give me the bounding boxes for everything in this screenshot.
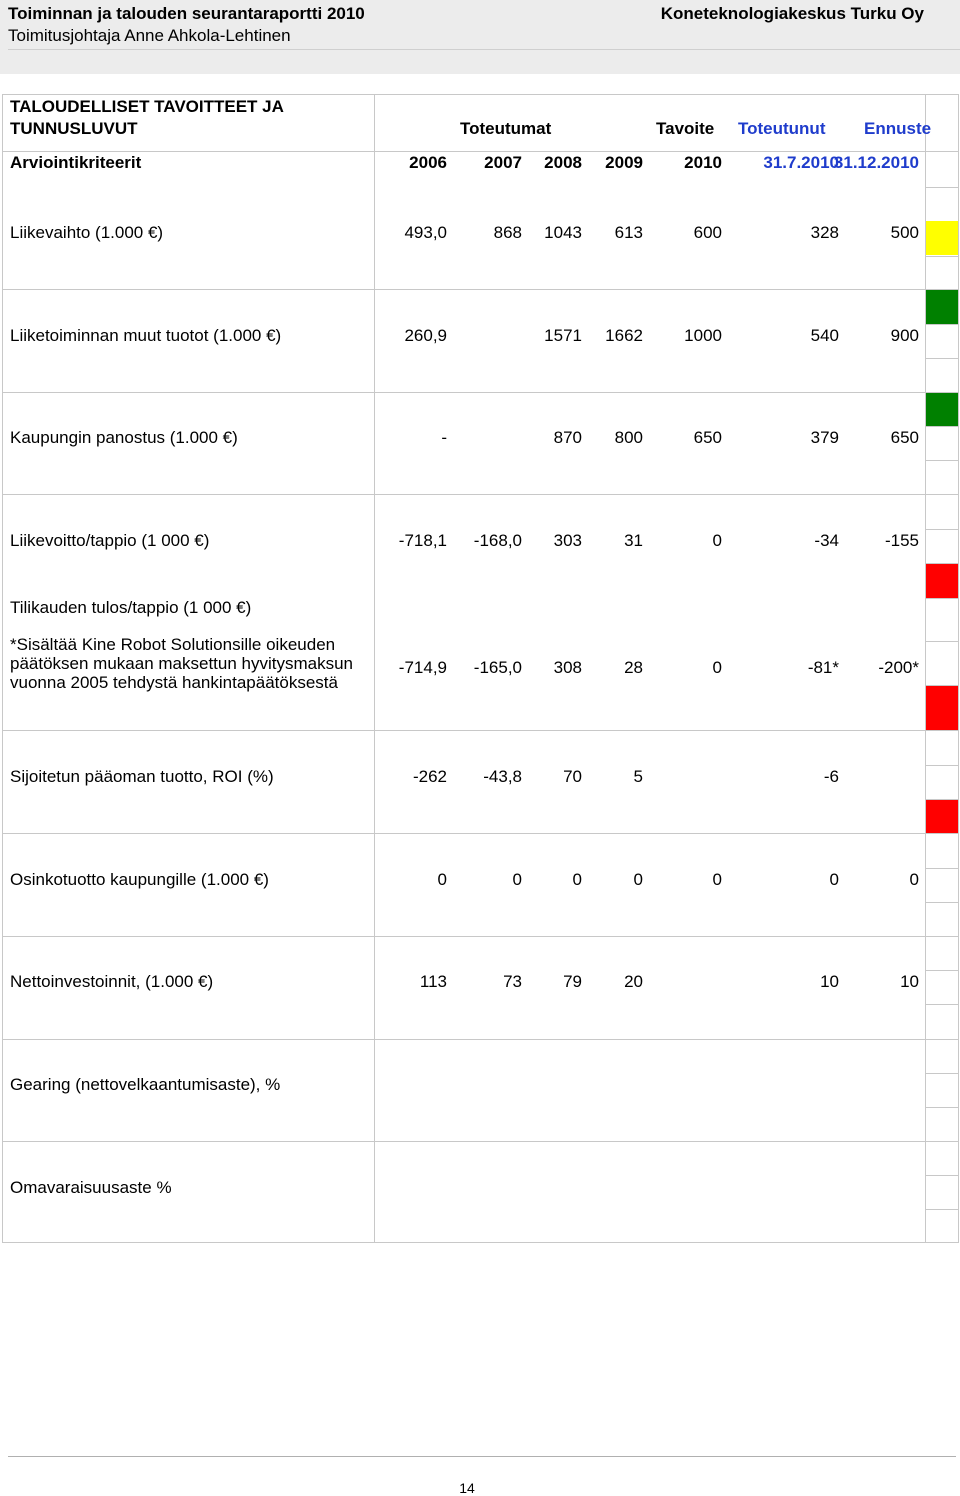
table-cell: 540 [810,326,839,345]
table-cell: 800 [614,428,643,447]
column-header: 31.7.2010 [763,153,839,172]
table-cell: 303 [553,531,582,550]
table-cell: -43,8 [483,767,522,786]
footer-rule [8,1456,956,1457]
table-cell: -34 [814,531,839,550]
table-cell: -714,9 [398,658,447,677]
column-header: 2010 [684,153,722,172]
grid-line [3,392,958,393]
table-cell: 28 [624,658,643,677]
table-cell: 0 [437,870,447,889]
grid-line [3,494,958,495]
grid-line [925,187,958,188]
table-cell: 73 [503,972,522,991]
table-cell: 1662 [605,326,643,345]
status-indicator-green [926,290,958,324]
page-header [0,0,960,74]
column-header: 31.12.2010 [833,153,919,172]
grid-line [3,730,958,731]
grid-line [925,1175,958,1176]
table-cell: 20 [624,972,643,991]
table-cell: 0 [712,531,722,550]
grid-line [925,1004,958,1005]
table-cell: 600 [693,223,722,242]
table-cell: -168,0 [473,531,522,550]
page-number: 14 [459,1480,475,1496]
row-label: Nettoinvestoinnit, (1.000 €) [10,972,214,991]
group-header-actuals: Toteutumat [460,119,552,138]
author-name: Toimitusjohtaja Anne Ahkola-Lehtinen [8,26,291,45]
status-indicator-yellow [926,221,958,255]
row-label: Liikevoitto/tappio (1 000 €) [10,531,210,550]
grid-line [925,641,958,642]
table-title-line2: TUNNUSLUVUT [10,119,138,138]
table-cell: -155 [884,531,919,550]
table-cell: 870 [553,428,582,447]
grid-line [925,460,958,461]
table-title-line1: TALOUDELLISET TAVOITTEET JA [10,97,284,116]
table-cell: 613 [614,223,643,242]
table-cell: 0 [712,658,722,677]
grid-line [3,1141,958,1142]
row-label: Liikevaihto (1.000 €) [10,223,164,242]
table-cell: 31 [624,531,643,550]
table-cell: -165,0 [473,658,522,677]
grid-line [925,358,958,359]
grid-line [925,902,958,903]
table-cell: -200* [878,658,919,677]
table-cell: 0 [909,870,919,889]
grid-line [925,765,958,766]
status-indicator-red [926,686,958,730]
header-blank-band [8,49,960,70]
table-cell: 0 [633,870,643,889]
row-footnote: *Sisältää Kine Robot Solutionsille oikeuden päätöksen mukaan maksettun hyvitysmaksun vuonna 2005 tehdystä hankintapäätöksestä [10,635,354,692]
status-indicator-green [926,393,958,426]
table-cell: 650 [693,428,722,447]
grid-line [925,324,958,325]
row-label: Osinkotuotto kaupungille (1.000 €) [10,870,269,889]
table-cell: 1571 [544,326,582,345]
table-cell: 79 [563,972,582,991]
grid-line [925,95,926,1242]
table-cell: 70 [563,767,582,786]
table-cell: 0 [829,870,839,889]
status-indicator-red [926,800,958,833]
column-header: 2007 [484,153,522,172]
table-cell: 260,9 [404,326,447,345]
table-cell: 500 [890,223,919,242]
table-cell: 868 [493,223,522,242]
row-label: Gearing (nettovelkaantumisaste), % [10,1075,281,1094]
criteria-label: Arviointikriteerit [10,153,142,172]
table-cell: 493,0 [404,223,447,242]
grid-line [925,1209,958,1210]
grid-line [374,95,375,1242]
table-cell: 328 [810,223,839,242]
grid-line [925,256,958,257]
table-cell: - [441,428,447,447]
table-cell: 379 [810,428,839,447]
table-cell: 0 [712,870,722,889]
grid-line [925,529,958,530]
grid-line [925,970,958,971]
table-cell: 650 [890,428,919,447]
table-cell: 113 [419,972,447,991]
row-label: Kaupungin panostus (1.000 €) [10,428,238,447]
grid-line [925,868,958,869]
table-cell: 1000 [684,326,722,345]
financial-targets-table [2,94,959,1243]
table-cell: 900 [890,326,919,345]
row-label: Liiketoiminnan muut tuotot (1.000 €) [10,326,282,345]
row-label: Sijoitetun pääoman tuotto, ROI (%) [10,767,274,786]
company-name: Koneteknologiakeskus Turku Oy [660,4,924,23]
column-header: 2009 [605,153,643,172]
row-label: Omavaraisuusaste % [10,1178,172,1197]
grid-line [3,1039,958,1040]
column-header: 2006 [409,153,447,172]
table-cell: -6 [823,767,839,786]
grid-line [3,936,958,937]
table-cell: -262 [412,767,447,786]
grid-line [925,1073,958,1074]
grid-line [925,426,958,427]
table-cell: 10 [900,972,919,991]
row-label: Tilikauden tulos/tappio (1 000 €) [10,598,252,617]
table-cell: 10 [820,972,839,991]
table-cell: 5 [633,767,643,786]
column-header: 2008 [544,153,582,172]
grid-line [925,598,958,599]
status-indicator-red [926,564,958,598]
grid-line [3,289,958,290]
grid-line [3,151,958,152]
table-cell: 0 [512,870,522,889]
report-title: Toiminnan ja talouden seurantaraportti 2010 [8,4,365,23]
table-cell: -718,1 [398,531,447,550]
table-cell: 1043 [544,223,582,242]
group-header-forecast: Ennuste [864,119,932,138]
group-header-target: Tavoite [656,119,715,138]
grid-line [3,833,958,834]
table-cell: 308 [553,658,582,677]
group-header-realized: Toteutunut [738,119,826,138]
grid-line [925,1107,958,1108]
table-cell: -81* [807,658,839,677]
table-cell: 0 [572,870,582,889]
